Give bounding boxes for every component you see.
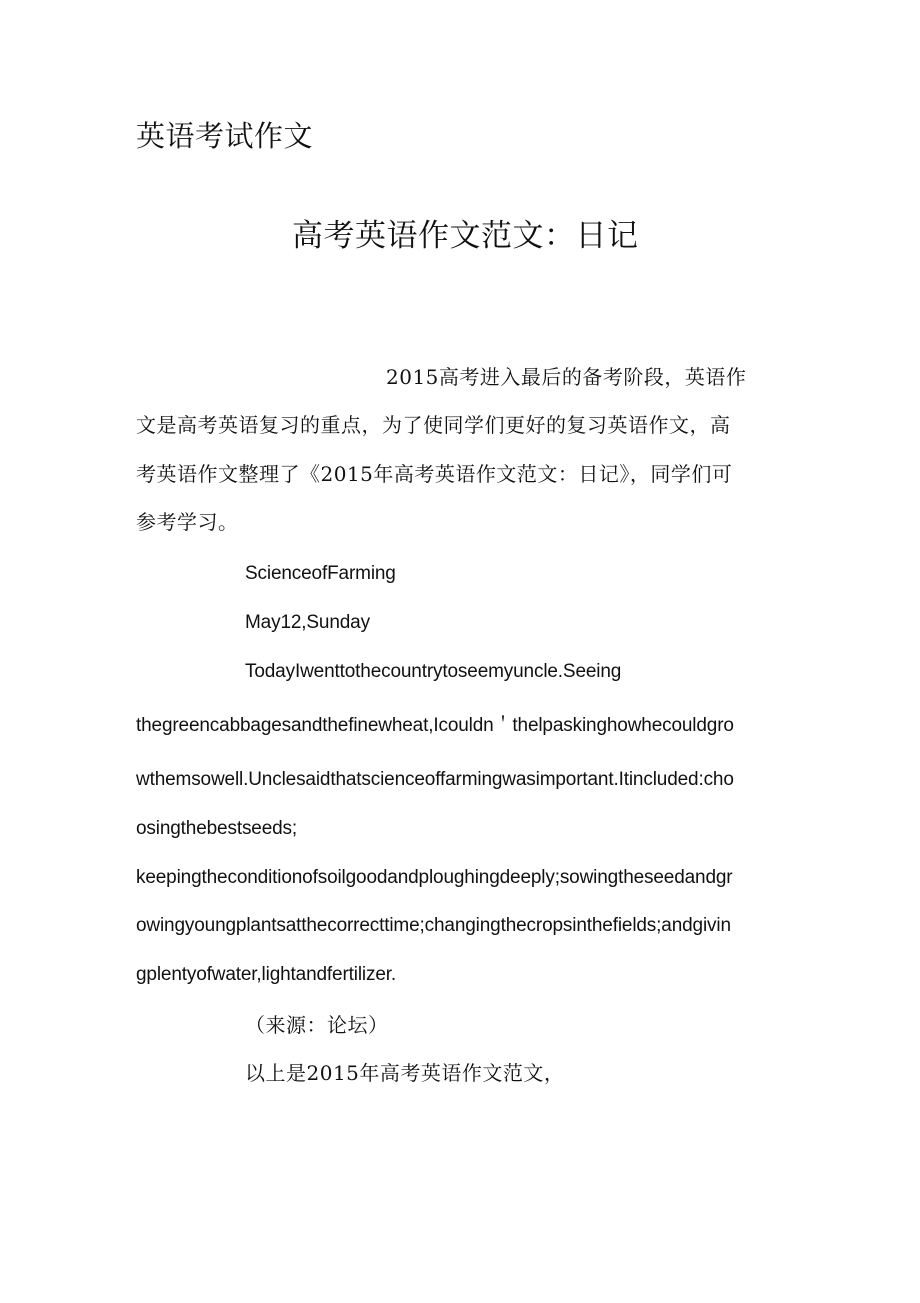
- intro-line: 考英语作文整理了《2015年高考英语作文范文：日记》，同学们可: [136, 462, 733, 486]
- essay-line: thegreencabbagesandthefinewheat,Icouldn＇thelpaskinghowhecouldgro: [136, 715, 734, 736]
- intro-line: 2015高考进入最后的备考阶段，英语作: [386, 365, 747, 389]
- closing-line: 以上是2015年高考英语作文范文，: [245, 1061, 565, 1085]
- essay-line: keepingtheconditionofsoilgoodandploughingdeeply;sowingtheseedandgr: [136, 867, 733, 888]
- source-note: （来源：论坛）: [245, 1013, 389, 1037]
- essay-line: wthemsowell.Unclesaidthatscienceoffarmingwasimportant.Itincluded:cho: [136, 769, 734, 790]
- intro-line: 参考学习。: [136, 510, 239, 534]
- essay-title: ScienceofFarming: [245, 563, 396, 584]
- essay-line: owingyoungplantsatthecorrecttime;changingthecropsinthefields;andgivin: [136, 915, 731, 936]
- essay-line: gplentyofwater,lightandfertilizer.: [136, 964, 397, 985]
- document-header: 英语考试作文: [136, 119, 314, 153]
- essay-line: osingthebestseeds;: [136, 818, 298, 839]
- essay-line: TodayIwenttothecountrytoseemyuncle.Seeing: [245, 661, 622, 682]
- intro-line: 文是高考英语复习的重点，为了使同学们更好的复习英语作文，高: [136, 413, 731, 437]
- essay-date: May12,Sunday: [245, 612, 370, 633]
- document-title: 高考英语作文范文：日记: [292, 218, 639, 254]
